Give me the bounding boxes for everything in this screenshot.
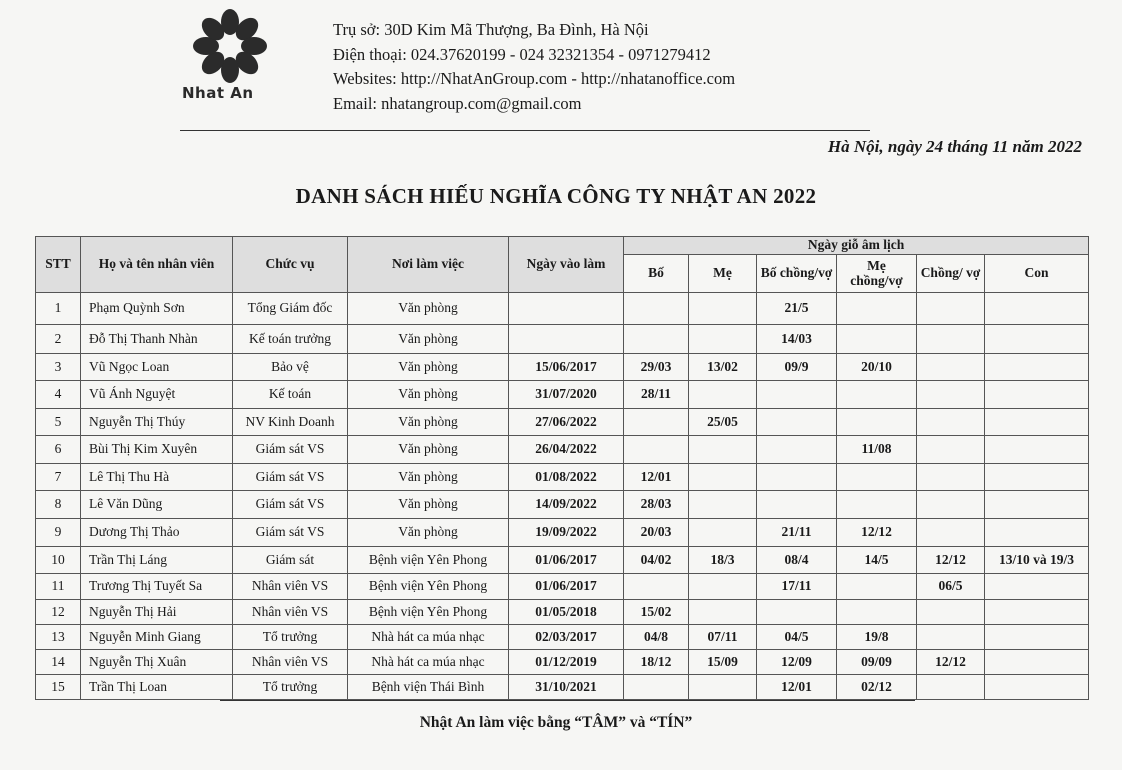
cell-workplace: Văn phòng bbox=[348, 436, 509, 464]
cell-child bbox=[985, 293, 1089, 325]
cell-start-date bbox=[509, 325, 624, 354]
cell-spouse bbox=[917, 354, 985, 381]
cell-position: Nhân viên VS bbox=[233, 650, 348, 675]
header-child: Con bbox=[985, 255, 1089, 293]
cell-father-in-law: 12/01 bbox=[757, 675, 837, 700]
cell-start-date bbox=[509, 293, 624, 325]
cell-start-date: 15/06/2017 bbox=[509, 354, 624, 381]
cell-mother bbox=[689, 600, 757, 625]
header-position: Chức vụ bbox=[233, 237, 348, 293]
cell-name: Nguyễn Thị Hải bbox=[81, 600, 233, 625]
header-mother: Mẹ bbox=[689, 255, 757, 293]
cell-mother-in-law bbox=[837, 293, 917, 325]
cell-father: 18/12 bbox=[624, 650, 689, 675]
cell-spouse bbox=[917, 600, 985, 625]
cell-mother-in-law: 12/12 bbox=[837, 519, 917, 547]
cell-child bbox=[985, 436, 1089, 464]
cell-workplace: Văn phòng bbox=[348, 464, 509, 491]
cell-spouse bbox=[917, 293, 985, 325]
document-title: DANH SÁCH HIẾU NGHĨA CÔNG TY NHẬT AN 2022 bbox=[295, 184, 817, 208]
table-row bbox=[36, 519, 1089, 547]
cell-child bbox=[985, 491, 1089, 519]
cell-father bbox=[624, 574, 689, 600]
cell-mother bbox=[689, 436, 757, 464]
cell-father: 20/03 bbox=[624, 519, 689, 547]
cell-mother bbox=[689, 325, 757, 354]
table-row bbox=[36, 354, 1089, 381]
company-address: Trụ sở: 30D Kim Mã Thượng, Ba Đình, Hà Nội bbox=[333, 20, 649, 39]
table-row bbox=[36, 650, 1089, 675]
cell-father bbox=[624, 675, 689, 700]
cell-father-in-law bbox=[757, 381, 837, 409]
cell-name: Trần Thị Láng bbox=[81, 547, 233, 574]
cell-workplace: Bệnh viện Yên Phong bbox=[348, 547, 509, 574]
cell-father-in-law: 08/4 bbox=[757, 547, 837, 574]
cell-spouse bbox=[917, 436, 985, 464]
cell-spouse bbox=[917, 519, 985, 547]
cell-stt: 1 bbox=[36, 293, 81, 325]
cell-spouse bbox=[917, 464, 985, 491]
cell-mother bbox=[689, 381, 757, 409]
company-email: Email: nhatangroup.com@gmail.com bbox=[333, 93, 582, 113]
cell-mother-in-law bbox=[837, 491, 917, 519]
cell-name: Vũ Ngọc Loan bbox=[81, 354, 233, 381]
cell-workplace: Văn phòng bbox=[348, 293, 509, 325]
cell-name: Đỗ Thị Thanh Nhàn bbox=[81, 325, 233, 354]
cell-father: 12/01 bbox=[624, 464, 689, 491]
header-lunar-group: Ngày giỗ âm lịch bbox=[624, 237, 1089, 255]
cell-start-date: 27/06/2022 bbox=[509, 409, 624, 436]
employee-table bbox=[35, 236, 1089, 700]
cell-mother-in-law: 14/5 bbox=[837, 547, 917, 574]
cell-spouse bbox=[917, 381, 985, 409]
cell-mother: 13/02 bbox=[689, 354, 757, 381]
cell-position: Kế toán bbox=[233, 381, 348, 409]
header-mother-in-law: Mẹ chồng/vợ bbox=[837, 255, 917, 293]
cell-child bbox=[985, 625, 1089, 650]
cell-mother-in-law: 20/10 bbox=[837, 354, 917, 381]
cell-father: 28/11 bbox=[624, 381, 689, 409]
cell-spouse bbox=[917, 325, 985, 354]
table-row bbox=[36, 409, 1089, 436]
cell-start-date: 26/04/2022 bbox=[509, 436, 624, 464]
cell-stt: 2 bbox=[36, 325, 81, 354]
cell-mother-in-law: 09/09 bbox=[837, 650, 917, 675]
cell-father-in-law bbox=[757, 491, 837, 519]
cell-position: Giám sát bbox=[233, 547, 348, 574]
cell-mother-in-law: 19/8 bbox=[837, 625, 917, 650]
cell-mother bbox=[689, 491, 757, 519]
header-stt: STT bbox=[36, 237, 81, 293]
cell-stt: 3 bbox=[36, 354, 81, 381]
header-father: Bố bbox=[624, 255, 689, 293]
cell-position: Nhân viên VS bbox=[233, 600, 348, 625]
cell-child bbox=[985, 409, 1089, 436]
header-workplace: Nơi làm việc bbox=[348, 237, 509, 293]
cell-stt: 5 bbox=[36, 409, 81, 436]
cell-stt: 8 bbox=[36, 491, 81, 519]
cell-stt: 15 bbox=[36, 675, 81, 700]
cell-mother: 07/11 bbox=[689, 625, 757, 650]
cell-child: 13/10 và 19/3 bbox=[985, 547, 1089, 574]
cell-father-in-law: 14/03 bbox=[757, 325, 837, 354]
cell-stt: 13 bbox=[36, 625, 81, 650]
cell-mother bbox=[689, 464, 757, 491]
cell-name: Trần Thị Loan bbox=[81, 675, 233, 700]
cell-name: Dương Thị Thảo bbox=[81, 519, 233, 547]
table-row bbox=[36, 547, 1089, 574]
table-row bbox=[36, 574, 1089, 600]
cell-position: Nhân viên VS bbox=[233, 574, 348, 600]
cell-father bbox=[624, 293, 689, 325]
table-row bbox=[36, 436, 1089, 464]
table-row bbox=[36, 325, 1089, 354]
table-row bbox=[36, 464, 1089, 491]
cell-mother bbox=[689, 519, 757, 547]
company-info bbox=[333, 18, 735, 116]
cell-start-date: 01/08/2022 bbox=[509, 464, 624, 491]
cell-start-date: 14/09/2022 bbox=[509, 491, 624, 519]
cell-stt: 12 bbox=[36, 600, 81, 625]
cell-spouse: 06/5 bbox=[917, 574, 985, 600]
cell-child bbox=[985, 325, 1089, 354]
company-phone: Điện thoại: 024.37620199 - 024 32321354 - 0971279412 bbox=[333, 44, 711, 64]
cell-father-in-law: 04/5 bbox=[757, 625, 837, 650]
cell-child bbox=[985, 650, 1089, 675]
cell-mother-in-law bbox=[837, 600, 917, 625]
cell-start-date: 31/10/2021 bbox=[509, 675, 624, 700]
company-websites: Websites: http://NhatAnGroup.com - http://nhatanoffice.com bbox=[333, 69, 736, 88]
cell-name: Lê Thị Thu Hà bbox=[81, 464, 233, 491]
cell-position: Giám sát VS bbox=[233, 491, 348, 519]
cell-stt: 10 bbox=[36, 547, 81, 574]
cell-name: Lê Văn Dũng bbox=[81, 491, 233, 519]
cell-stt: 11 bbox=[36, 574, 81, 600]
cell-stt: 6 bbox=[36, 436, 81, 464]
cell-father bbox=[624, 436, 689, 464]
header-father-in-law: Bố chồng/vợ bbox=[757, 255, 837, 293]
cell-father: 04/02 bbox=[624, 547, 689, 574]
cell-name: Vũ Ánh Nguyệt bbox=[81, 381, 233, 409]
cell-workplace: Bệnh viện Thái Bình bbox=[348, 675, 509, 700]
cell-father-in-law: 17/11 bbox=[757, 574, 837, 600]
company-slogan: Nhật An làm việc bằng “TÂM” và “TÍN” bbox=[419, 714, 693, 731]
table-row bbox=[36, 293, 1089, 325]
cell-father: 04/8 bbox=[624, 625, 689, 650]
cell-father: 15/02 bbox=[624, 600, 689, 625]
cell-workplace: Văn phòng bbox=[348, 519, 509, 547]
cell-father bbox=[624, 325, 689, 354]
cell-stt: 4 bbox=[36, 381, 81, 409]
header-divider bbox=[180, 130, 870, 131]
cell-position: Giám sát VS bbox=[233, 436, 348, 464]
cell-name: Nguyễn Minh Giang bbox=[81, 625, 233, 650]
header-name: Họ và tên nhân viên bbox=[81, 237, 233, 293]
cell-start-date: 19/09/2022 bbox=[509, 519, 624, 547]
table-row bbox=[36, 600, 1089, 625]
cell-workplace: Bệnh viện Yên Phong bbox=[348, 574, 509, 600]
cell-spouse: 12/12 bbox=[917, 547, 985, 574]
cell-position: NV Kinh Doanh bbox=[233, 409, 348, 436]
cell-workplace: Bệnh viện Yên Phong bbox=[348, 600, 509, 625]
cell-stt: 9 bbox=[36, 519, 81, 547]
cell-mother bbox=[689, 574, 757, 600]
cell-mother-in-law bbox=[837, 464, 917, 491]
cell-spouse bbox=[917, 491, 985, 519]
document-date: Hà Nội, ngày 24 tháng 11 năm 2022 bbox=[827, 137, 1082, 156]
cell-father-in-law: 21/11 bbox=[757, 519, 837, 547]
cell-workplace: Văn phòng bbox=[348, 409, 509, 436]
cell-position: Bảo vệ bbox=[233, 354, 348, 381]
cell-spouse bbox=[917, 625, 985, 650]
table-row bbox=[36, 491, 1089, 519]
cell-name: Phạm Quỳnh Sơn bbox=[81, 293, 233, 325]
cell-mother-in-law: 02/12 bbox=[837, 675, 917, 700]
cell-father-in-law: 21/5 bbox=[757, 293, 837, 325]
cell-mother-in-law bbox=[837, 381, 917, 409]
cell-start-date: 01/06/2017 bbox=[509, 547, 624, 574]
logo-text: Nhat An bbox=[182, 84, 254, 102]
cell-child bbox=[985, 464, 1089, 491]
cell-start-date: 01/06/2017 bbox=[509, 574, 624, 600]
cell-mother bbox=[689, 675, 757, 700]
cell-name: Nguyễn Thị Thúy bbox=[81, 409, 233, 436]
table-row bbox=[36, 625, 1089, 650]
cell-spouse: 12/12 bbox=[917, 650, 985, 675]
cell-stt: 14 bbox=[36, 650, 81, 675]
cell-father-in-law bbox=[757, 409, 837, 436]
cell-position: Tổ trưởng bbox=[233, 625, 348, 650]
cell-workplace: Văn phòng bbox=[348, 354, 509, 381]
cell-position: Giám sát VS bbox=[233, 519, 348, 547]
cell-father: 28/03 bbox=[624, 491, 689, 519]
table-row bbox=[36, 675, 1089, 700]
cell-mother-in-law: 11/08 bbox=[837, 436, 917, 464]
cell-start-date: 01/12/2019 bbox=[509, 650, 624, 675]
cell-mother: 25/05 bbox=[689, 409, 757, 436]
cell-child bbox=[985, 574, 1089, 600]
cell-child bbox=[985, 675, 1089, 700]
cell-father-in-law: 09/9 bbox=[757, 354, 837, 381]
cell-position: Kế toán trưởng bbox=[233, 325, 348, 354]
cell-name: Nguyễn Thị Xuân bbox=[81, 650, 233, 675]
cell-father bbox=[624, 409, 689, 436]
cell-child bbox=[985, 381, 1089, 409]
cell-father-in-law: 12/09 bbox=[757, 650, 837, 675]
cell-child bbox=[985, 519, 1089, 547]
header-spouse: Chồng/ vợ bbox=[917, 255, 985, 293]
cell-position: Tổng Giám đốc bbox=[233, 293, 348, 325]
cell-father-in-law bbox=[757, 600, 837, 625]
cell-workplace: Văn phòng bbox=[348, 381, 509, 409]
cell-spouse bbox=[917, 409, 985, 436]
cell-mother-in-law bbox=[837, 574, 917, 600]
cell-name: Trương Thị Tuyết Sa bbox=[81, 574, 233, 600]
cell-mother-in-law bbox=[837, 325, 917, 354]
cell-father-in-law bbox=[757, 464, 837, 491]
footer-divider bbox=[220, 700, 915, 701]
cell-workplace: Văn phòng bbox=[348, 491, 509, 519]
cell-spouse bbox=[917, 675, 985, 700]
cell-mother: 15/09 bbox=[689, 650, 757, 675]
cell-start-date: 02/03/2017 bbox=[509, 625, 624, 650]
cell-start-date: 01/05/2018 bbox=[509, 600, 624, 625]
cell-stt: 7 bbox=[36, 464, 81, 491]
cell-start-date: 31/07/2020 bbox=[509, 381, 624, 409]
table-row bbox=[36, 381, 1089, 409]
cell-child bbox=[985, 354, 1089, 381]
cell-father: 29/03 bbox=[624, 354, 689, 381]
cell-position: Tổ trưởng bbox=[233, 675, 348, 700]
cell-mother bbox=[689, 293, 757, 325]
cell-child bbox=[985, 600, 1089, 625]
cell-workplace: Nhà hát ca múa nhạc bbox=[348, 650, 509, 675]
cell-father-in-law bbox=[757, 436, 837, 464]
cell-workplace: Văn phòng bbox=[348, 325, 509, 354]
cell-workplace: Nhà hát ca múa nhạc bbox=[348, 625, 509, 650]
cell-position: Giám sát VS bbox=[233, 464, 348, 491]
cell-mother: 18/3 bbox=[689, 547, 757, 574]
cell-name: Bùi Thị Kim Xuyên bbox=[81, 436, 233, 464]
header-start-date: Ngày vào làm bbox=[509, 237, 624, 293]
cell-mother-in-law bbox=[837, 409, 917, 436]
